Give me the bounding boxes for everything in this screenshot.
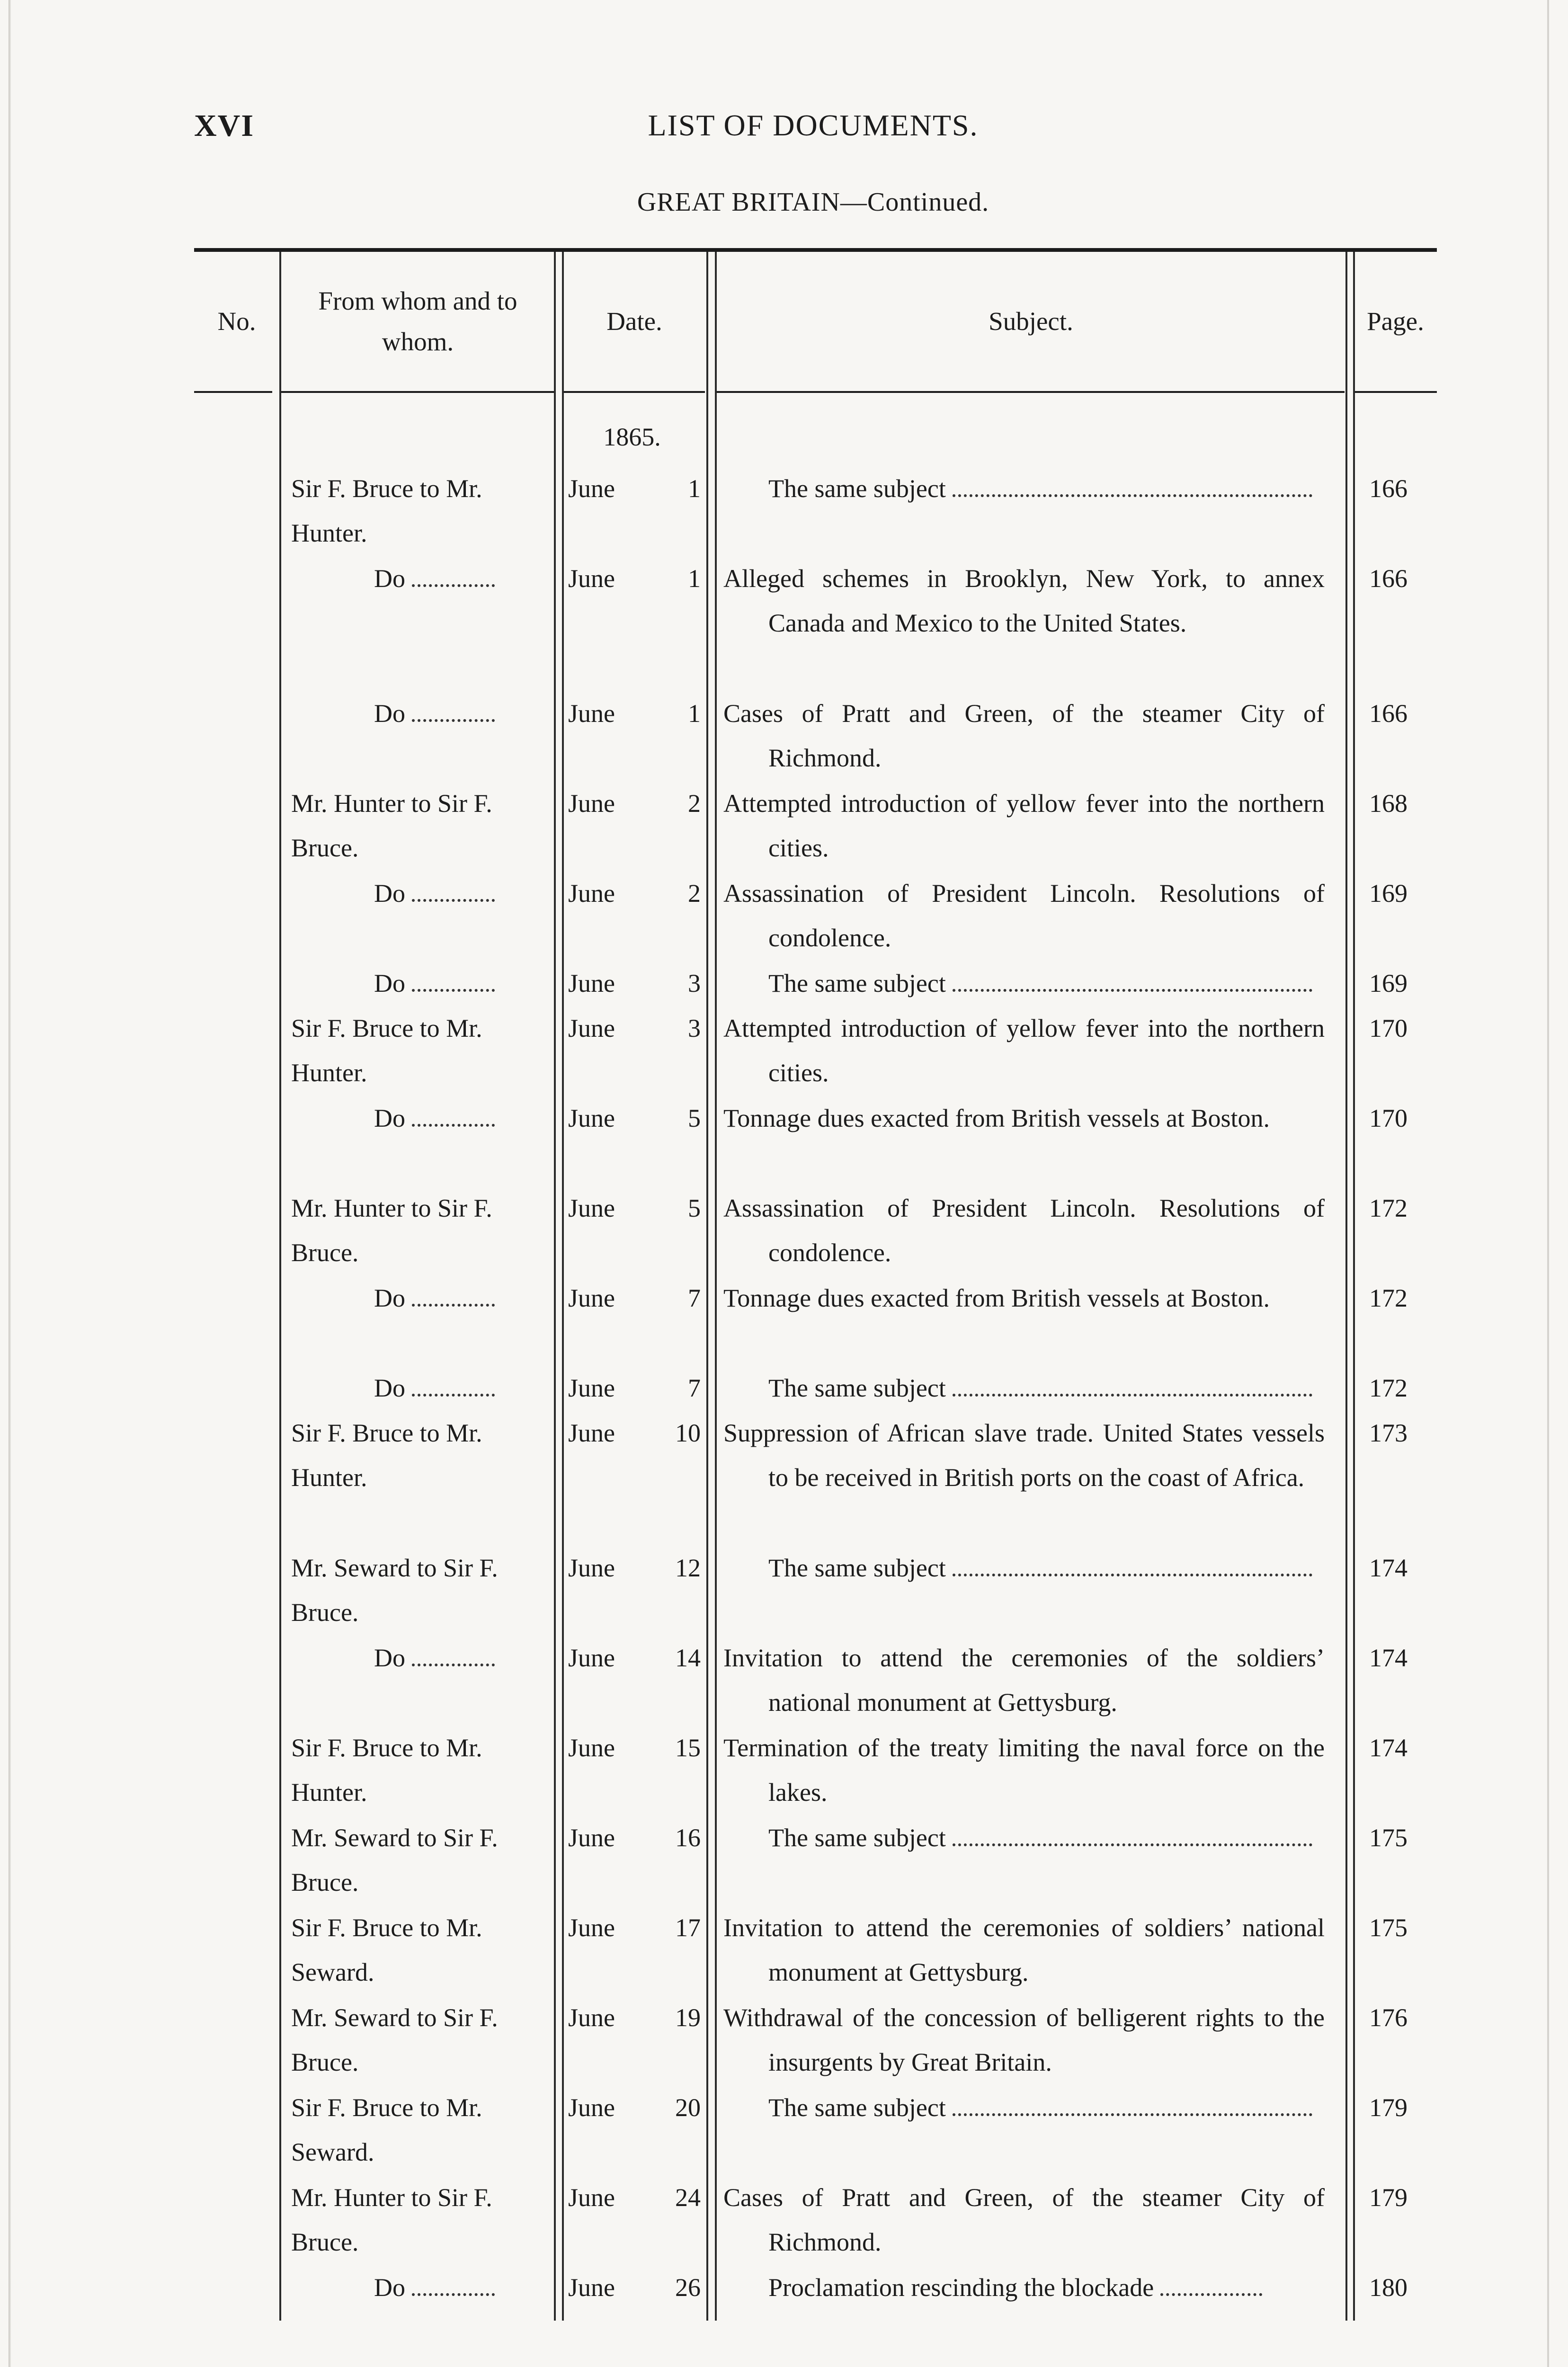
dot-leader bbox=[412, 584, 495, 587]
dot-leader bbox=[412, 1664, 495, 1666]
page-number: 175 bbox=[1369, 1824, 1408, 1852]
correspondent-text: Do bbox=[291, 961, 544, 1006]
subject-text: Proclamation rescinding the blockade bbox=[768, 2273, 1154, 2302]
subject-text: Tonnage dues exacted from British vessels at Boston. bbox=[723, 1284, 1270, 1312]
date-day: 20 bbox=[675, 2093, 701, 2122]
correspondent-cell bbox=[291, 1006, 544, 1095]
correspondent-cell bbox=[291, 1815, 544, 1904]
subject-cell bbox=[723, 1096, 1325, 1140]
subject-text: The same subject bbox=[768, 474, 946, 503]
date-month: June bbox=[568, 699, 615, 728]
date-day: 19 bbox=[675, 2003, 701, 2032]
date-month: June bbox=[568, 1419, 615, 1447]
correspondent-text: Mr. Hunter to Sir F. Bruce. bbox=[291, 1194, 492, 1267]
column-divider bbox=[279, 252, 281, 2321]
page-number: 179 bbox=[1369, 2093, 1408, 2122]
correspondent-cell bbox=[291, 1366, 544, 1410]
date-month: June bbox=[568, 1644, 615, 1672]
subject-text: The same subject bbox=[768, 1824, 946, 1852]
page-number: 174 bbox=[1369, 1554, 1408, 1582]
subject-text: The same subject bbox=[768, 1554, 946, 1582]
correspondent-cell bbox=[291, 466, 544, 555]
correspondent-text: Do bbox=[291, 2265, 544, 2310]
dot-leader bbox=[412, 719, 495, 722]
correspondent-cell bbox=[291, 1546, 544, 1635]
subject-cell bbox=[723, 691, 1325, 780]
column-header-subject: Subject. bbox=[989, 307, 1073, 336]
date-month: June bbox=[568, 2093, 615, 2122]
date-day: 7 bbox=[688, 1284, 701, 1312]
date-day: 24 bbox=[675, 2183, 701, 2212]
dot-leader bbox=[953, 494, 1312, 497]
subject-text: Termination of the treaty limiting the naval force on the lakes. bbox=[723, 1734, 1325, 1806]
dot-leader bbox=[953, 1574, 1312, 1576]
dot-leader bbox=[412, 2293, 495, 2296]
subject-cell bbox=[723, 1636, 1325, 1725]
correspondent-text: Sir F. Bruce to Mr. Seward. bbox=[291, 2093, 482, 2166]
date-month: June bbox=[568, 789, 615, 818]
page-number: 170 bbox=[1369, 1104, 1408, 1132]
date-month: June bbox=[568, 2273, 615, 2302]
subject-text: The same subject bbox=[768, 2093, 946, 2122]
header-rule-date bbox=[562, 391, 705, 393]
subject-cell bbox=[723, 2175, 1325, 2264]
date-day: 3 bbox=[688, 969, 701, 997]
subject-text: Attempted introduction of yellow fever into the northern cities. bbox=[723, 789, 1325, 862]
date-month: June bbox=[568, 1284, 615, 1312]
correspondent-cell bbox=[291, 961, 544, 1006]
page-number: 173 bbox=[1369, 1419, 1408, 1447]
date-month: June bbox=[568, 1014, 615, 1042]
page-edge-right bbox=[1547, 0, 1549, 2367]
correspondent-text: Sir F. Bruce to Mr. Hunter. bbox=[291, 1734, 482, 1806]
date-month: June bbox=[568, 1734, 615, 1762]
page-edge-left bbox=[9, 0, 11, 2367]
subject-cell bbox=[723, 1186, 1325, 1275]
dot-leader bbox=[953, 1843, 1312, 1846]
correspondent-cell bbox=[291, 2265, 544, 2310]
column-header-from: From whom and to whom. bbox=[318, 286, 517, 356]
dot-leader bbox=[953, 2113, 1312, 2116]
subject-cell bbox=[723, 2085, 1325, 2130]
column-header-page: Page. bbox=[1367, 307, 1424, 336]
date-day: 5 bbox=[688, 1194, 701, 1222]
correspondent-text: Do bbox=[291, 1276, 544, 1320]
date-day: 7 bbox=[688, 1374, 701, 1402]
correspondent-text: Sir F. Bruce to Mr. Hunter. bbox=[291, 1014, 482, 1087]
column-divider bbox=[715, 252, 717, 2321]
column-divider bbox=[562, 252, 564, 2321]
dot-leader bbox=[953, 989, 1312, 992]
correspondent-text: Do bbox=[291, 871, 544, 916]
correspondent-text: Mr. Seward to Sir F. Bruce. bbox=[291, 1554, 498, 1627]
correspondent-text: Sir F. Bruce to Mr. Hunter. bbox=[291, 1419, 482, 1492]
date-day: 10 bbox=[675, 1419, 701, 1447]
dot-leader bbox=[412, 1394, 495, 1397]
running-head-title: LIST OF DOCUMENTS. bbox=[648, 108, 979, 142]
correspondent-text: Do bbox=[291, 1366, 544, 1410]
correspondent-cell bbox=[291, 1995, 544, 2084]
date-month: June bbox=[568, 2183, 615, 2212]
page-number: 172 bbox=[1369, 1194, 1408, 1222]
header-rule-subject bbox=[716, 391, 1345, 393]
correspondent-text: Sir F. Bruce to Mr. Seward. bbox=[291, 1913, 482, 1986]
date-day: 16 bbox=[675, 1824, 701, 1852]
subject-cell bbox=[723, 1815, 1325, 1860]
subject-cell bbox=[723, 466, 1325, 511]
correspondent-cell bbox=[291, 1411, 544, 1500]
date-month: June bbox=[568, 1913, 615, 1942]
subject-cell bbox=[723, 1726, 1325, 1815]
date-month: June bbox=[568, 564, 615, 593]
subject-text: Attempted introduction of yellow fever into the northern cities. bbox=[723, 1014, 1325, 1087]
column-header-date: Date. bbox=[606, 307, 662, 336]
date-month: June bbox=[568, 1824, 615, 1852]
subject-text: Invitation to attend the ceremonies of the soldiers’ national monument at Gettysburg. bbox=[723, 1644, 1325, 1717]
subject-text: The same subject bbox=[768, 1374, 946, 1402]
subject-cell bbox=[723, 1411, 1325, 1500]
subject-text: Invitation to attend the ceremonies of soldiers’ national monument at Gettysburg. bbox=[723, 1913, 1325, 1986]
correspondent-cell bbox=[291, 2085, 544, 2174]
page-number: 179 bbox=[1369, 2183, 1408, 2212]
page-number: 169 bbox=[1369, 879, 1408, 908]
correspondent-text: Mr. Hunter to Sir F. Bruce. bbox=[291, 789, 492, 862]
date-day: 5 bbox=[688, 1104, 701, 1132]
subject-cell bbox=[723, 2265, 1325, 2310]
running-head bbox=[194, 108, 1432, 160]
page-number: 175 bbox=[1369, 1913, 1408, 1942]
dot-leader bbox=[953, 1394, 1312, 1397]
year-label: 1865. bbox=[603, 423, 661, 451]
correspondent-text: Do bbox=[291, 691, 544, 736]
header-rule-from bbox=[280, 391, 554, 393]
date-day: 17 bbox=[675, 1913, 701, 1942]
dot-leader bbox=[412, 1304, 495, 1307]
date-day: 14 bbox=[675, 1644, 701, 1672]
dot-leader bbox=[412, 1124, 495, 1127]
subject-cell bbox=[723, 1006, 1325, 1095]
page-number: 166 bbox=[1369, 564, 1408, 593]
subject-text: Assassination of President Lincoln. Resolutions of condolence. bbox=[723, 1194, 1325, 1267]
date-day: 1 bbox=[688, 564, 701, 593]
correspondent-cell bbox=[291, 2175, 544, 2264]
page-folio: XVI bbox=[194, 108, 255, 143]
subject-text: Cases of Pratt and Green, of the steamer City of Richmond. bbox=[723, 2183, 1325, 2256]
subject-cell bbox=[723, 1995, 1325, 2084]
correspondent-cell bbox=[291, 1096, 544, 1140]
header-rule-no bbox=[194, 391, 272, 393]
page-number: 172 bbox=[1369, 1284, 1408, 1312]
date-month: June bbox=[568, 969, 615, 997]
date-day: 2 bbox=[688, 879, 701, 908]
correspondent-cell bbox=[291, 1276, 544, 1320]
correspondent-cell bbox=[291, 556, 544, 601]
subject-text: Suppression of African slave trade. United States vessels to be received in British ports on the coast of Africa. bbox=[723, 1419, 1325, 1492]
date-month: June bbox=[568, 2003, 615, 2032]
page-number: 176 bbox=[1369, 2003, 1408, 2032]
date-month: June bbox=[568, 474, 615, 503]
correspondent-text: Mr. Seward to Sir F. Bruce. bbox=[291, 1824, 498, 1896]
correspondent-cell bbox=[291, 871, 544, 916]
subject-cell bbox=[723, 871, 1325, 960]
date-day: 26 bbox=[675, 2273, 701, 2302]
date-month: June bbox=[568, 879, 615, 908]
date-day: 2 bbox=[688, 789, 701, 818]
correspondent-cell bbox=[291, 1636, 544, 1680]
page-number: 174 bbox=[1369, 1734, 1408, 1762]
subject-cell bbox=[723, 1546, 1325, 1590]
date-month: June bbox=[568, 1554, 615, 1582]
correspondent-text: Do bbox=[291, 1636, 544, 1680]
page-number: 180 bbox=[1369, 2273, 1408, 2302]
correspondent-cell bbox=[291, 781, 544, 870]
column-header-no: No. bbox=[217, 307, 256, 336]
date-month: June bbox=[568, 1104, 615, 1132]
correspondent-cell bbox=[291, 1905, 544, 1994]
subject-text: Assassination of President Lincoln. Resolutions of condolence. bbox=[723, 879, 1325, 952]
date-day: 1 bbox=[688, 699, 701, 728]
subject-cell bbox=[723, 961, 1325, 1006]
subject-cell bbox=[723, 1276, 1325, 1320]
date-month: June bbox=[568, 1374, 615, 1402]
subject-text: Cases of Pratt and Green, of the steamer City of Richmond. bbox=[723, 699, 1325, 772]
date-day: 15 bbox=[675, 1734, 701, 1762]
date-month: June bbox=[568, 1194, 615, 1222]
correspondent-text: Mr. Hunter to Sir F. Bruce. bbox=[291, 2183, 492, 2256]
dot-leader bbox=[1160, 2293, 1262, 2296]
correspondent-cell bbox=[291, 1726, 544, 1815]
page-number: 168 bbox=[1369, 789, 1408, 818]
page-number: 166 bbox=[1369, 474, 1408, 503]
subject-cell bbox=[723, 781, 1325, 870]
date-day: 1 bbox=[688, 474, 701, 503]
page-number: 166 bbox=[1369, 699, 1408, 728]
page-number: 172 bbox=[1369, 1374, 1408, 1402]
date-day: 12 bbox=[675, 1554, 701, 1582]
subject-cell bbox=[723, 556, 1325, 645]
correspondent-cell bbox=[291, 691, 544, 736]
correspondent-cell bbox=[291, 1186, 544, 1275]
page-number: 174 bbox=[1369, 1644, 1408, 1672]
correspondent-text: Mr. Seward to Sir F. Bruce. bbox=[291, 2003, 498, 2076]
correspondent-text: Sir F. Bruce to Mr. Hunter. bbox=[291, 474, 482, 547]
correspondent-text: Do bbox=[291, 1096, 544, 1140]
subject-cell bbox=[723, 1905, 1325, 1994]
subject-text: The same subject bbox=[768, 969, 946, 997]
date-day: 3 bbox=[688, 1014, 701, 1042]
column-divider bbox=[706, 252, 708, 2321]
section-title: GREAT BRITAIN—Continued. bbox=[637, 187, 989, 217]
page-number: 170 bbox=[1369, 1014, 1408, 1042]
header-rule-page bbox=[1353, 391, 1437, 393]
subject-text: Tonnage dues exacted from British vessels at Boston. bbox=[723, 1104, 1270, 1132]
dot-leader bbox=[412, 899, 495, 902]
correspondent-text: Do bbox=[291, 556, 544, 601]
page-number: 169 bbox=[1369, 969, 1408, 997]
subject-text: Alleged schemes in Brooklyn, New York, to annex Canada and Mexico to the United States. bbox=[723, 564, 1325, 637]
subject-text: Withdrawal of the concession of belligerent rights to the insurgents by Great Britain. bbox=[723, 2003, 1325, 2076]
column-divider bbox=[554, 252, 556, 2321]
table-top-rule bbox=[194, 248, 1437, 252]
subject-cell bbox=[723, 1366, 1325, 1410]
dot-leader bbox=[412, 989, 495, 992]
